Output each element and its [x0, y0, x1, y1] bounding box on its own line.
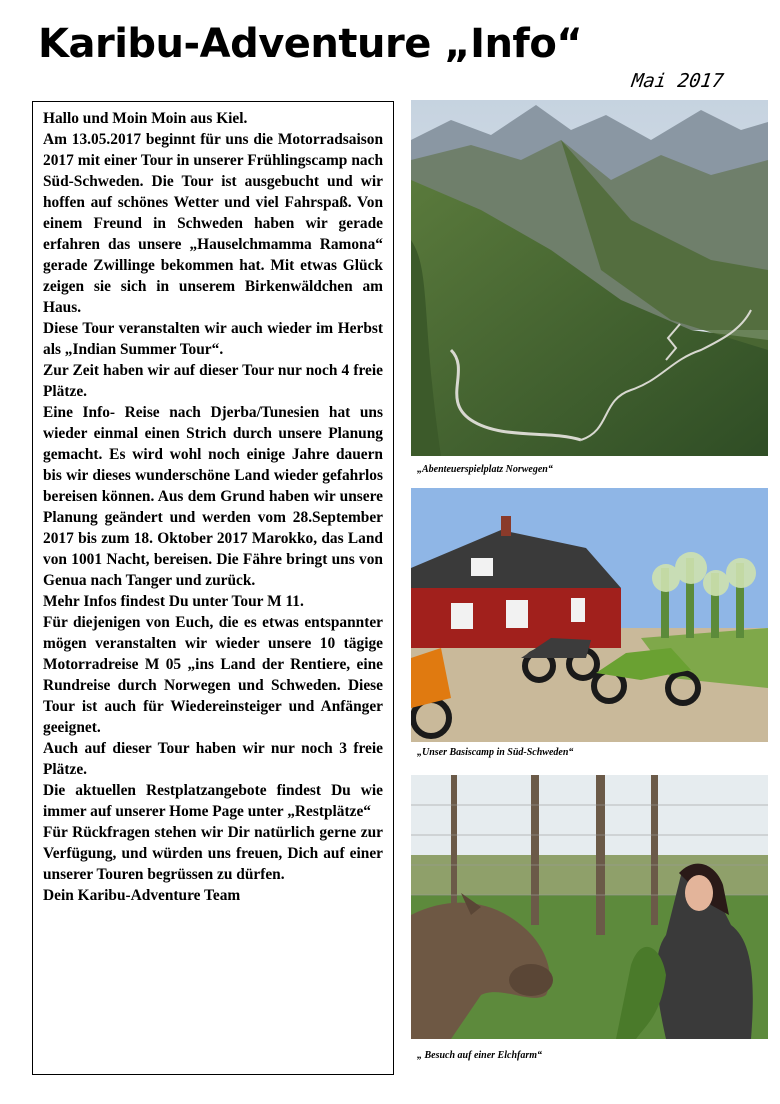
paragraph-questions: Für Rückfragen stehen wir Dir natürlich gerne zur Verfügung, und würden uns freuen, Dich auf einer unserer Touren begrüssen zu dürfen. — [43, 824, 383, 883]
photo-swedish-camp — [411, 488, 768, 742]
paragraph-free-places: Zur Zeit haben wir auf dieser Tour nur noch 4 freie Plätze. — [43, 362, 383, 400]
paragraph-free-places-2: Auch auf dieser Tour haben wir nur noch 3 freie Plätze. — [43, 740, 383, 778]
paragraph-reindeer-tour: Für diejenigen von Euch, die es etwas entspannter mögen veranstalten wir wieder unsere 10 tägige Motorradreise M 05 „ins Land der Rentiere, eine Rundreise durch Norwegen und Schweden. Diese Tour ist auch für Wiedereinsteiger und Anfänger geeignet. — [43, 614, 383, 736]
issue-date: Mai 2017 — [630, 70, 726, 92]
photo-moose-farm — [411, 775, 768, 1039]
paragraph-greeting: Hallo und Moin Moin aus Kiel. — [43, 110, 248, 127]
article-box — [32, 101, 394, 1075]
caption-norway: „Abenteuerspielplatz Norwegen“ — [417, 464, 553, 475]
paragraph-signature: Dein Karibu-Adventure Team — [43, 887, 241, 904]
paragraph-autumn-tour: Diese Tour veranstalten wir auch wieder im Herbst als „Indian Summer Tour“. — [43, 320, 383, 358]
caption-camp: „Unser Basiscamp in Süd-Schweden“ — [417, 747, 574, 758]
photo-norway-mountains — [411, 100, 768, 456]
paragraph-morocco: Eine Info- Reise nach Djerba/Tunesien hat uns wieder einmal einen Strich durch unsere Planung gemacht. Es wird wohl noch einige Jahre dauern bis wir dieses wunderschöne Land wieder gefahrlos bereisen können. Aus dem Grund haben wir unsere Planung geändert und werden vom 28.September 2017 bis zum 18. Oktober 2017 Marokko, das Land von 1001 Nacht, bereisen. Die Fähre bringt uns von Genua nach Tanger und zurück. — [43, 404, 383, 589]
page-title: Karibu-Adventure „Info“ — [38, 21, 583, 67]
paragraph-restplaetze: Die aktuellen Restplatzangebote findest Du wie immer auf unserer Home Page unter „Restplätze“ — [43, 782, 383, 820]
caption-moose: „ Besuch auf einer Elchfarm“ — [417, 1050, 543, 1061]
paragraph-more-info: Mehr Infos findest Du unter Tour M 11. — [43, 593, 304, 610]
paragraph-spring-tour: Am 13.05.2017 beginnt für uns die Motorradsaison 2017 mit einer Tour in unserer Frühlingscamp nach Süd-Schweden. Die Tour ist ausgebucht und wir hoffen auf schönes Wetter und viel Fahrspaß. Von einem Freund in Schweden haben wir gerade erfahren das unsere „Hauselchmamma Ramona“ gerade Zwillinge bekommen hat. Mit etwas Glück zeigen sie sich in unserem Birkenwäldchen am Haus. — [43, 131, 383, 316]
